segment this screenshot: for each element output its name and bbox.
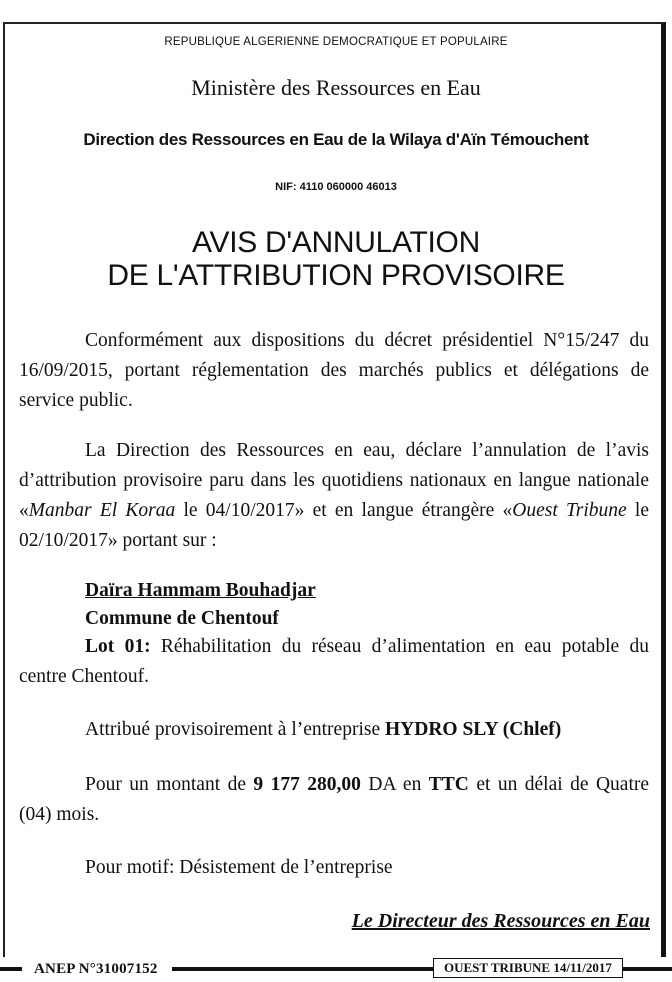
anep-number: ANEP N°31007152	[22, 961, 172, 978]
para2-mid: le 04/10/2017» et en langue étrangère «	[175, 500, 513, 521]
commune-name: Commune de Chentouf	[85, 608, 279, 629]
paragraph-decree: Conformément aux dispositions du décret présidentiel N°15/247 du 16/09/2015, portant réglementation des marchés publics et délégations de service public.	[19, 330, 649, 411]
amount-mid: DA en	[360, 774, 429, 795]
journal-stamp: OUEST TRIBUNE 14/11/2017	[433, 958, 623, 978]
amount-paragraph	[19, 770, 649, 830]
nif-number: NIF: 4110 060000 46013	[275, 181, 397, 193]
signature: Le Directeur des Ressources en Eau	[351, 910, 650, 932]
republic-header: REPUBLIQUE ALGERIENNE DEMOCRATIQUE ET POPULAIRE	[164, 36, 508, 48]
daira-name: Daïra Hammam Bouhadjar	[85, 580, 316, 601]
direction-name: Direction des Ressources en Eau de la Wilaya d'Aïn Témouchent	[83, 130, 589, 149]
newspaper-manbar: Manbar El Koraa	[28, 500, 176, 521]
para2-start: La Direction des Ressources en eau, déclare l’annulation de l’avis d’attribution provisoire paru dans les quotidiens nationaux en langue nationale «	[19, 440, 649, 521]
attribution-line	[85, 715, 561, 745]
amount-start: Pour un montant de	[85, 774, 254, 795]
lot-description	[19, 632, 649, 692]
attribution-text: Attribué provisoirement à l’entreprise	[85, 719, 385, 740]
notice-title-line1: AVIS D'ANNULATION	[192, 226, 480, 259]
para2-end: le 02/10/2017» portant sur :	[19, 500, 649, 551]
newspaper-ouest: Ouest Tribune	[512, 500, 627, 521]
motif-line: Pour motif: Désistement de l’entreprise	[85, 857, 393, 878]
company-name: HYDRO SLY (Chlef)	[384, 719, 562, 740]
lot-label: Lot 01:	[85, 636, 151, 657]
ministry-name: Ministère des Ressources en Eau	[191, 75, 481, 100]
lot-text: Réhabilitation du réseau d’alimentation en eau potable du centre Chentouf.	[19, 636, 649, 687]
amount-ttc: TTC	[428, 774, 469, 795]
notice-title	[0, 226, 672, 292]
amount-value: 9 177 280,00	[253, 774, 361, 795]
notice-title-line2: DE L'ATTRIBUTION PROVISOIRE	[107, 259, 565, 292]
amount-end: et un délai de Quatre (04) mois.	[19, 774, 650, 825]
paragraph-annulation	[19, 436, 649, 556]
